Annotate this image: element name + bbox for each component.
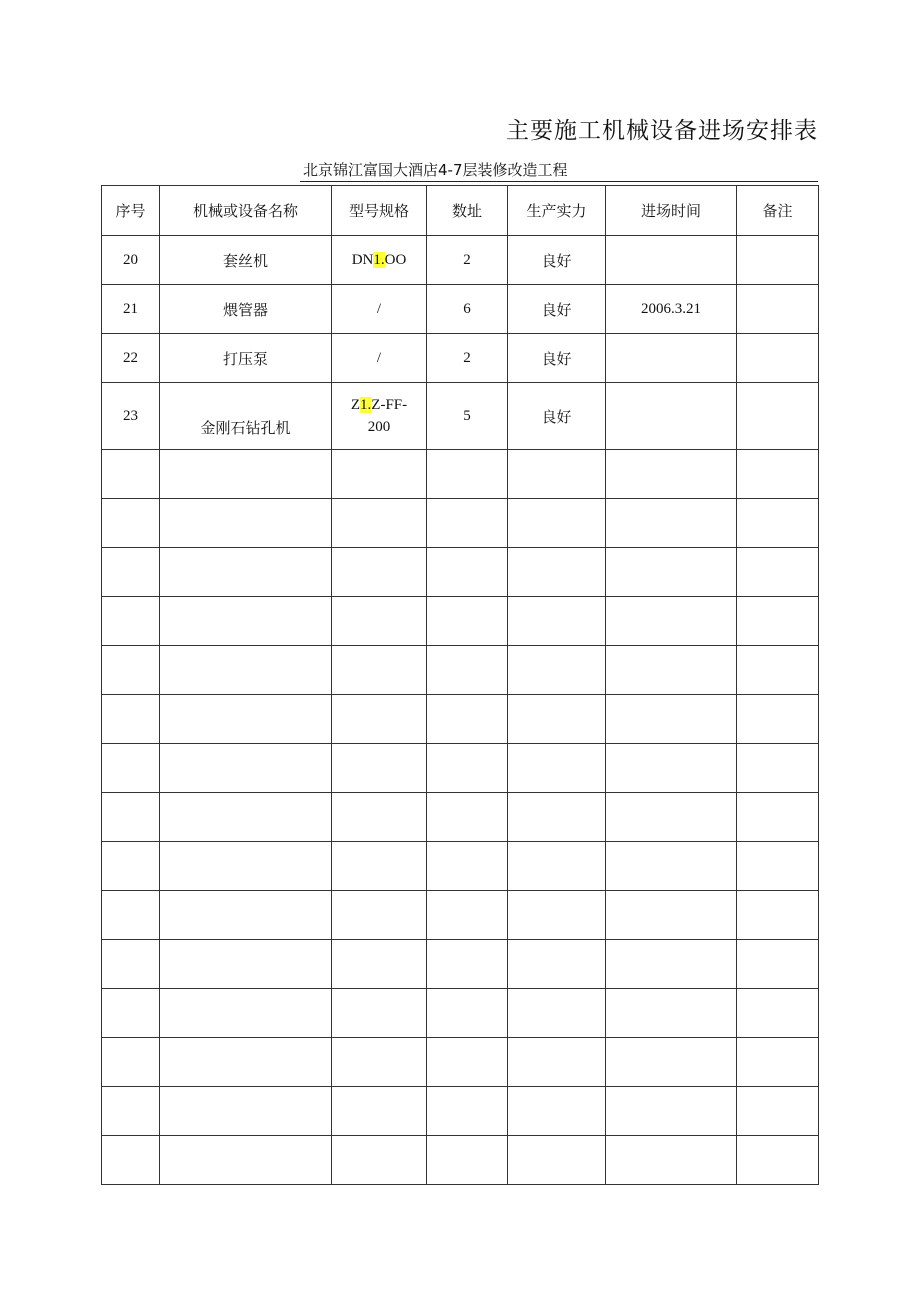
empty-table-row [102,1087,819,1136]
table-row [102,383,819,450]
empty-cell [606,499,737,548]
equipment-name: 套丝机 [160,236,332,285]
empty-table-row [102,744,819,793]
empty-cell [737,597,819,646]
empty-cell [606,597,737,646]
empty-cell [427,989,508,1038]
empty-cell [508,744,606,793]
empty-cell [160,842,332,891]
empty-cell [332,842,427,891]
empty-cell [332,793,427,842]
empty-cell [102,744,160,793]
capacity: 良好 [508,383,606,450]
row-number: 20 [102,236,160,285]
empty-cell [160,597,332,646]
empty-cell [102,842,160,891]
empty-cell [332,940,427,989]
empty-cell [606,646,737,695]
quantity: 5 [427,383,508,450]
capacity: 良好 [508,285,606,334]
empty-cell [427,597,508,646]
empty-cell [102,940,160,989]
capacity: 良好 [508,334,606,383]
empty-cell [737,793,819,842]
quantity: 2 [427,236,508,285]
model-spec: Z1.Z-FF- 200 [332,383,427,450]
empty-cell [332,646,427,695]
empty-cell [737,744,819,793]
empty-table-row [102,989,819,1038]
empty-cell [160,646,332,695]
empty-cell [737,695,819,744]
empty-cell [102,695,160,744]
empty-cell [427,744,508,793]
empty-cell [508,793,606,842]
empty-cell [427,1136,508,1185]
empty-cell [508,499,606,548]
empty-cell [737,1136,819,1185]
empty-cell [332,695,427,744]
note [737,334,819,383]
empty-cell [508,989,606,1038]
entry-date: 2006.3.21 [606,285,737,334]
empty-cell [606,695,737,744]
empty-cell [427,499,508,548]
model-spec: / [332,334,427,383]
header-cell: 型号规格 [332,186,427,236]
note [737,285,819,334]
empty-cell [332,744,427,793]
row-number: 23 [102,383,160,450]
quantity: 2 [427,334,508,383]
empty-cell [102,597,160,646]
empty-cell [508,597,606,646]
empty-cell [606,940,737,989]
empty-cell [102,989,160,1038]
empty-cell [102,793,160,842]
entry-date [606,236,737,285]
empty-cell [508,891,606,940]
row-number: 22 [102,334,160,383]
project-name-line [300,160,818,182]
empty-cell [102,450,160,499]
entry-date [606,334,737,383]
empty-cell [160,499,332,548]
empty-cell [508,450,606,499]
model-spec: DN1.OO [332,236,427,285]
highlight-mark: 1. [360,397,372,413]
empty-table-row [102,940,819,989]
empty-cell [508,1087,606,1136]
page-title: 主要施工机械设备进场安排表 [506,118,818,144]
empty-cell [508,646,606,695]
equipment-name: 金刚石钻孔机 [160,383,332,450]
empty-cell [606,744,737,793]
empty-cell [160,793,332,842]
empty-cell [508,1038,606,1087]
note [737,236,819,285]
empty-cell [160,695,332,744]
empty-cell [606,891,737,940]
empty-cell [737,548,819,597]
empty-cell [332,1136,427,1185]
empty-cell [606,793,737,842]
empty-table-row [102,842,819,891]
note [737,383,819,450]
empty-cell [427,793,508,842]
empty-cell [508,1136,606,1185]
project-name: 北京锦江富国大酒店4-7层装修改造工程 [303,161,568,179]
empty-cell [427,548,508,597]
empty-cell [427,1087,508,1136]
empty-cell [332,548,427,597]
empty-cell [160,1136,332,1185]
empty-cell [737,989,819,1038]
empty-cell [606,1136,737,1185]
empty-cell [737,450,819,499]
table-row [102,334,819,383]
empty-table-row [102,793,819,842]
equipment-name: 煨管器 [160,285,332,334]
empty-cell [737,1087,819,1136]
empty-cell [102,499,160,548]
empty-table-row [102,597,819,646]
capacity: 良好 [508,236,606,285]
empty-cell [508,695,606,744]
highlight-mark: 1. [373,251,385,268]
empty-cell [332,891,427,940]
empty-cell [332,499,427,548]
empty-cell [160,548,332,597]
empty-cell [160,989,332,1038]
empty-cell [160,891,332,940]
empty-table-row [102,499,819,548]
header-cell: 机械或设备名称 [160,186,332,236]
empty-cell [427,891,508,940]
empty-cell [160,940,332,989]
empty-cell [737,1038,819,1087]
empty-cell [332,989,427,1038]
empty-cell [508,842,606,891]
empty-cell [332,1087,427,1136]
empty-cell [427,940,508,989]
table-header-row [102,186,819,236]
empty-table-row [102,1038,819,1087]
empty-cell [332,597,427,646]
empty-cell [737,891,819,940]
empty-cell [102,1087,160,1136]
empty-cell [427,695,508,744]
empty-cell [606,450,737,499]
empty-cell [606,1038,737,1087]
empty-cell [102,891,160,940]
row-number: 21 [102,285,160,334]
empty-cell [737,842,819,891]
header-cell: 生产实力 [508,186,606,236]
empty-cell [332,1038,427,1087]
empty-cell [508,940,606,989]
empty-table-row [102,1136,819,1185]
empty-cell [102,646,160,695]
empty-cell [606,842,737,891]
empty-cell [427,1038,508,1087]
empty-cell [102,1136,160,1185]
empty-cell [737,646,819,695]
empty-cell [737,940,819,989]
empty-cell [427,450,508,499]
table-row [102,285,819,334]
empty-cell [427,842,508,891]
equipment-name: 打压泵 [160,334,332,383]
equipment-table [101,185,819,1185]
empty-cell [102,1038,160,1087]
empty-table-row [102,646,819,695]
empty-cell [508,548,606,597]
entry-date [606,383,737,450]
header-cell: 序号 [102,186,160,236]
empty-cell [332,450,427,499]
empty-cell [606,548,737,597]
empty-table-row [102,548,819,597]
empty-table-row [102,891,819,940]
empty-cell [160,1087,332,1136]
empty-table-row [102,695,819,744]
empty-cell [160,1038,332,1087]
empty-cell [427,646,508,695]
empty-cell [737,499,819,548]
quantity: 6 [427,285,508,334]
empty-table-row [102,450,819,499]
header-cell: 备注 [737,186,819,236]
empty-cell [102,548,160,597]
header-cell: 进场时间 [606,186,737,236]
header-cell: 数址 [427,186,508,236]
model-spec: / [332,285,427,334]
empty-cell [606,989,737,1038]
empty-cell [160,744,332,793]
empty-cell [160,450,332,499]
table-row [102,236,819,285]
empty-cell [606,1087,737,1136]
